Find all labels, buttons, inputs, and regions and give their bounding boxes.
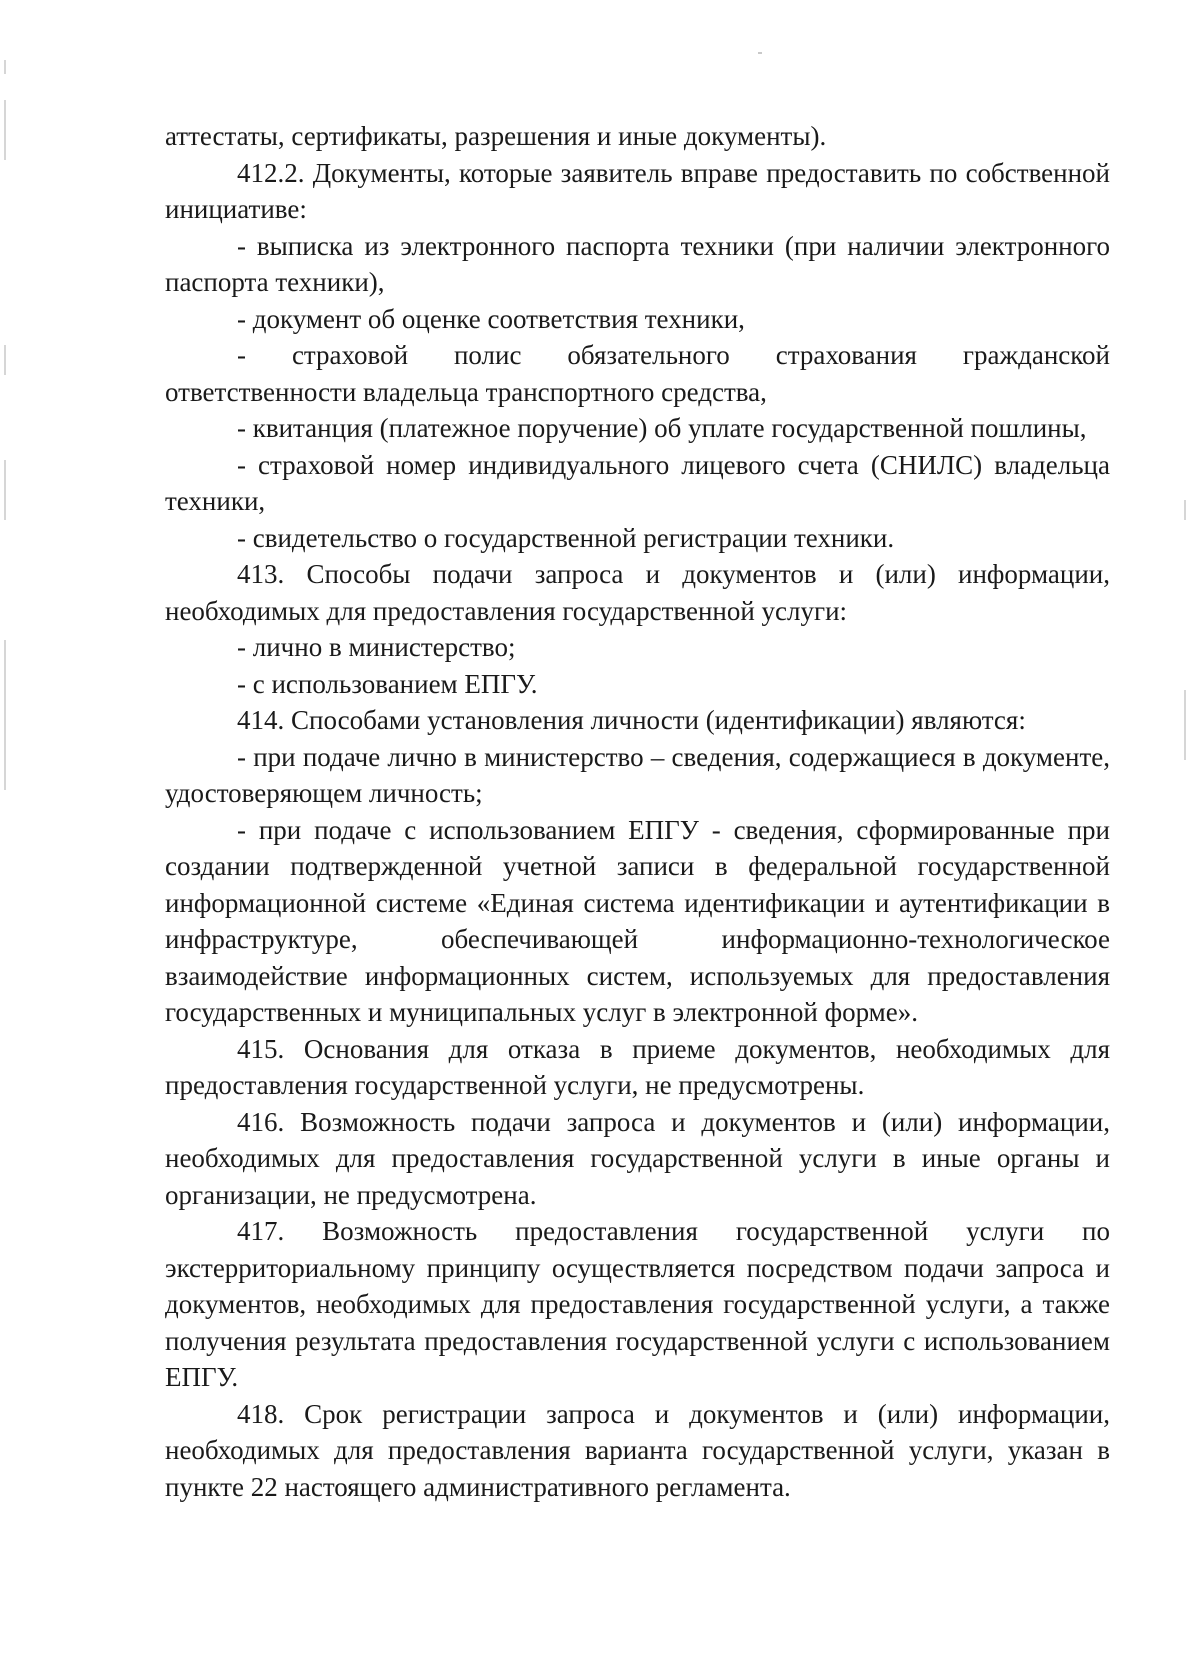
list-item-snils: - страховой номер индивидуального лицевого счета (СНИЛС) владельца техники,: [165, 449, 1110, 516]
scan-edge-mark: [1184, 690, 1186, 760]
list-item-identity-in-person: - при подаче лично в министерство – сведения, содержащиеся в документе, удостоверяющем личность;: [165, 741, 1110, 808]
list-item-insurance-policy: - страховой полис обязательного страхования гражданской ответственности владельца транспортного средства,: [165, 340, 1110, 407]
scan-edge-mark: [1184, 500, 1186, 520]
paragraph-416: 416. Возможность подачи запроса и документов и (или) информации, необходимых для предоставления государственной услуги в иные органы и организации, не предусмотрена.: [165, 1106, 1110, 1210]
list-item-fee-receipt: - квитанция (платежное поручение) об уплате государственной пошлины,: [237, 413, 1087, 443]
paragraph-413: 413. Способы подачи запроса и документов и (или) информации, необходимых для предоставления государственной услуги:: [165, 559, 1110, 626]
scan-edge-mark: [4, 100, 6, 160]
list-item-epgu: - с использованием ЕПГУ.: [237, 668, 538, 699]
scan-dust-mark: [758, 52, 762, 54]
list-item-conformity-document: - документ об оценке соответствия техники,: [237, 303, 745, 334]
scan-edge-mark: [4, 460, 6, 520]
paragraph-417: 417. Возможность предоставления государственной услуги по экстерриториальному принципу осуществляется посредством подачи запроса и документов, необходимых для предоставления государственной услуги, а также получения результата предоставления государственной услуги с использованием ЕПГУ.: [165, 1216, 1110, 1392]
list-item-identity-epgu: - при подаче с использованием ЕПГУ - сведения, сформированные при создании подтвержденной учетной записи в федеральной государственной информационной системе «Единая система идентификации и аутентификации в инфраструктуре, обеспечивающей информационно-технологическое взаимодействие информационных систем, используемых для предоставления государственных и муниципальных услуг в электронной форме».: [165, 814, 1110, 1027]
paragraph-continuation: аттестаты, сертификаты, разрешения и иные документы).: [165, 121, 827, 151]
paragraph-418: 418. Срок регистрации запроса и документов и (или) информации, необходимых для предоставления варианта государственной услуги, указан в пункте 22 настоящего административного регламента.: [165, 1398, 1110, 1502]
scan-edge-mark: [4, 640, 6, 790]
list-item-in-person: - лично в министерство;: [237, 632, 516, 662]
paragraph-412-2: 412.2. Документы, которые заявитель вправе предоставить по собственной инициативе:: [165, 157, 1110, 224]
list-item-epts-extract: - выписка из электронного паспорта техники (при наличии электронного паспорта техники),: [165, 230, 1110, 297]
scan-edge-mark: [4, 345, 6, 375]
list-item-registration-certificate: - свидетельство о государственной регистрации техники.: [237, 522, 895, 553]
paragraph-415: 415. Основания для отказа в приеме документов, необходимых для предоставления государственной услуги, не предусмотрены.: [165, 1033, 1110, 1100]
paragraph-414: 414. Способами установления личности (идентификации) являются:: [237, 705, 1026, 735]
scan-edge-mark: [4, 60, 6, 74]
document-body: [165, 118, 1110, 1505]
